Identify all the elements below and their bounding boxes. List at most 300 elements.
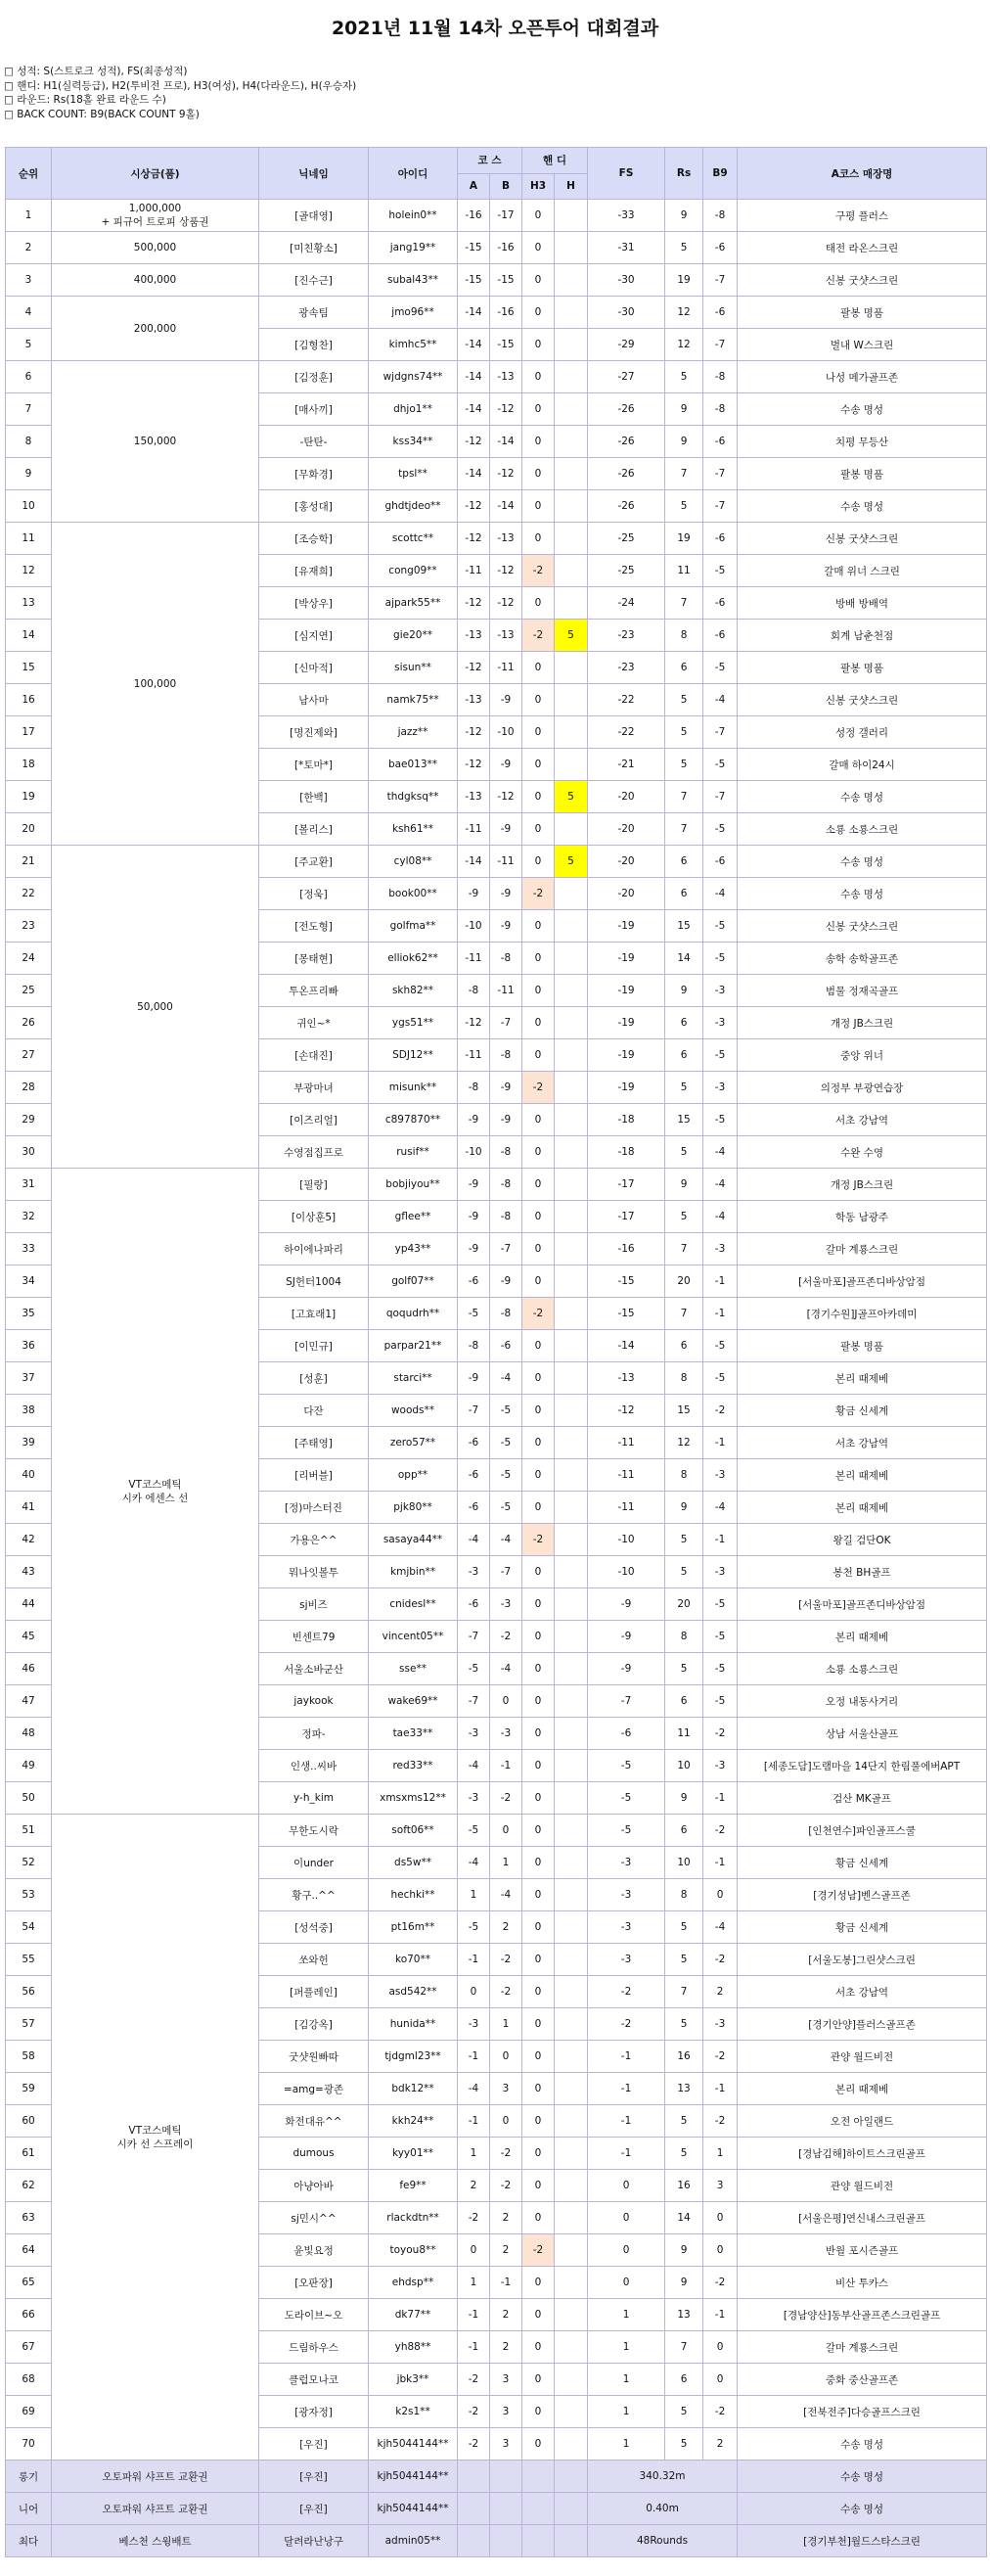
id-cell: wjdgns74** [369, 361, 458, 393]
nickname-cell: jaykook [259, 1685, 369, 1718]
score-b-cell: -12 [490, 587, 522, 620]
store-cell: 황금 신세계 [738, 1395, 987, 1427]
handicap-h3-cell: 0 [522, 1201, 555, 1233]
handicap-h3-cell: 0 [522, 2008, 555, 2041]
id-cell: kkh24** [369, 2105, 458, 2138]
score-a-cell: -14 [458, 297, 490, 329]
nickname-cell: [우진] [259, 2493, 369, 2525]
b9-cell: -8 [703, 361, 738, 393]
b9-cell: -4 [703, 1136, 738, 1169]
fs-cell: -21 [588, 749, 665, 781]
handicap-h3-cell: 0 [522, 523, 555, 555]
nickname-cell: [무화경] [259, 458, 369, 490]
rank-cell: 31 [6, 1169, 52, 1201]
b9-cell: -1 [703, 1427, 738, 1459]
handicap-h3-cell: 0 [522, 1233, 555, 1265]
handicap-h3-cell: 0 [522, 1976, 555, 2008]
fs-cell: -19 [588, 943, 665, 975]
score-a-cell: 1 [458, 2267, 490, 2299]
handicap-h3-cell: 0 [522, 1718, 555, 1750]
id-cell: dk77** [369, 2299, 458, 2331]
fs-cell: 1 [588, 2396, 665, 2428]
b9-cell: -5 [703, 1653, 738, 1685]
fs-cell: -22 [588, 716, 665, 749]
rank-cell: 63 [6, 2202, 52, 2234]
handicap-h3-cell: 0 [522, 1330, 555, 1362]
fs-cell: -1 [588, 2138, 665, 2170]
b9-cell: -3 [703, 1072, 738, 1104]
score-b-cell: -1 [490, 1750, 522, 1782]
rank-cell: 9 [6, 458, 52, 490]
id-cell: golf07** [369, 1265, 458, 1298]
id-cell: gflee** [369, 1201, 458, 1233]
fs-cell: -3 [588, 1944, 665, 1976]
handicap-h3-cell: 0 [522, 1265, 555, 1298]
handicap-h3-cell: 0 [522, 749, 555, 781]
fs-cell: -16 [588, 1233, 665, 1265]
score-b-cell: -17 [490, 200, 522, 232]
b9-cell: -5 [703, 910, 738, 943]
rank-cell: 2 [6, 232, 52, 264]
handicap-h-cell [555, 1556, 588, 1588]
score-b-cell: -9 [490, 1072, 522, 1104]
store-cell: 갈마 계룡스크린 [738, 2331, 987, 2364]
store-cell: 구평 플러스 [738, 200, 987, 232]
score-b-cell: -7 [490, 1233, 522, 1265]
id-cell: ko70** [369, 1944, 458, 1976]
b9-cell: 2 [703, 2428, 738, 2461]
id-cell: gie20** [369, 620, 458, 652]
handicap-h-cell [555, 264, 588, 297]
header-id: 아이디 [369, 148, 458, 200]
nickname-cell: 달려라난낭구 [259, 2525, 369, 2557]
handicap-h-cell [555, 426, 588, 458]
store-cell: [인천연수]파인골프스쿨 [738, 1815, 987, 1847]
rank-cell: 62 [6, 2170, 52, 2202]
handicap-h3-cell: -2 [522, 1072, 555, 1104]
nickname-cell: [이민규] [259, 1330, 369, 1362]
fs-cell: 1 [588, 2299, 665, 2331]
handicap-h-cell [555, 1201, 588, 1233]
handicap-h-cell [555, 2299, 588, 2331]
rs-cell: 5 [665, 1944, 703, 1976]
rank-cell: 4 [6, 297, 52, 329]
handicap-h3-cell: 0 [522, 1039, 555, 1072]
fs-cell: -9 [588, 1588, 665, 1621]
score-b-cell: -13 [490, 523, 522, 555]
id-cell: asd542** [369, 1976, 458, 2008]
handicap-h3-cell: -2 [522, 555, 555, 587]
store-cell: 황금 신세계 [738, 1847, 987, 1879]
score-a-cell: -16 [458, 200, 490, 232]
id-cell: admin05** [369, 2525, 458, 2557]
rank-cell: 49 [6, 1750, 52, 1782]
rank-cell: 44 [6, 1588, 52, 1621]
store-cell: [경기성남]벤스골프존 [738, 1879, 987, 1911]
rank-cell: 15 [6, 652, 52, 684]
score-b-cell: -5 [490, 1427, 522, 1459]
handicap-h3-cell: 0 [522, 1427, 555, 1459]
score-b-cell: -8 [490, 1201, 522, 1233]
id-cell: tjdgml23** [369, 2041, 458, 2073]
fs-cell: -5 [588, 1782, 665, 1815]
handicap-h3-cell: 0 [522, 393, 555, 426]
nickname-cell: [김정훈] [259, 361, 369, 393]
id-cell: kss34** [369, 426, 458, 458]
score-b-cell: -9 [490, 878, 522, 910]
fs-cell: -22 [588, 684, 665, 716]
rank-cell: 66 [6, 2299, 52, 2331]
fs-cell: -26 [588, 426, 665, 458]
fs-cell: -3 [588, 1911, 665, 1944]
store-cell: 소룡 소룡스크린 [738, 813, 987, 846]
id-cell: skh82** [369, 975, 458, 1007]
header-h: H [555, 173, 588, 200]
handicap-h3-cell: 0 [522, 846, 555, 878]
nickname-cell: 다잔 [259, 1395, 369, 1427]
fs-cell: -9 [588, 1621, 665, 1653]
rank-cell: 20 [6, 813, 52, 846]
rs-cell: 9 [665, 1169, 703, 1201]
b9-cell: -1 [703, 1524, 738, 1556]
rank-cell: 45 [6, 1621, 52, 1653]
rs-cell: 5 [665, 2396, 703, 2428]
score-a-cell: -12 [458, 652, 490, 684]
id-cell: sisun** [369, 652, 458, 684]
fs-cell: -30 [588, 297, 665, 329]
nickname-cell: 드림하우스 [259, 2331, 369, 2364]
score-b-cell: 3 [490, 2364, 522, 2396]
score-a-cell: -13 [458, 781, 490, 813]
rank-cell: 24 [6, 943, 52, 975]
handicap-h3-cell: 0 [522, 587, 555, 620]
rank-cell: 26 [6, 1007, 52, 1039]
id-cell: ygs51** [369, 1007, 458, 1039]
store-cell: 송학 송학골프존 [738, 943, 987, 975]
rank-cell: 28 [6, 1072, 52, 1104]
score-b-cell: 3 [490, 2428, 522, 2461]
rank-cell: 29 [6, 1104, 52, 1136]
id-cell: holein0** [369, 200, 458, 232]
handicap-h3-cell: 0 [522, 232, 555, 264]
handicap-h-cell [555, 1976, 588, 2008]
rs-cell: 11 [665, 1718, 703, 1750]
nickname-cell: [신마적] [259, 652, 369, 684]
rs-cell: 5 [665, 1911, 703, 1944]
score-a-cell: -2 [458, 2202, 490, 2234]
id-cell: cnidesl** [369, 1588, 458, 1621]
rank-cell: 8 [6, 426, 52, 458]
score-a-cell: -3 [458, 1556, 490, 1588]
store-cell: 신봉 굿샷스크린 [738, 684, 987, 716]
fs-cell: -15 [588, 1298, 665, 1330]
nickname-cell: 남사마 [259, 684, 369, 716]
rs-cell: 14 [665, 2202, 703, 2234]
store-cell: 수송 명성 [738, 781, 987, 813]
b9-cell: -4 [703, 684, 738, 716]
store-cell: 관양 월드비전 [738, 2170, 987, 2202]
b9-cell: -5 [703, 652, 738, 684]
table-row [6, 1169, 987, 1201]
nickname-cell: 하이에나파리 [259, 1233, 369, 1265]
rank-cell: 43 [6, 1556, 52, 1588]
fs-cell: -13 [588, 1362, 665, 1395]
rank-cell: 41 [6, 1492, 52, 1524]
score-a-cell: -11 [458, 813, 490, 846]
rank-cell: 37 [6, 1362, 52, 1395]
rank-cell: 51 [6, 1815, 52, 1847]
rank-cell: 56 [6, 1976, 52, 2008]
score-b-cell: -4 [490, 1879, 522, 1911]
award-type-cell: 롱기 [6, 2461, 52, 2493]
store-cell: 본리 때제베 [738, 1621, 987, 1653]
handicap-h-cell [555, 1653, 588, 1685]
id-cell: qoqudrh** [369, 1298, 458, 1330]
id-cell: ehdsp** [369, 2267, 458, 2299]
handicap-h-cell [555, 1911, 588, 1944]
rs-cell: 11 [665, 555, 703, 587]
store-cell: 오정 내동사거리 [738, 1685, 987, 1718]
award-type-cell: 니어 [6, 2493, 52, 2525]
id-cell: cyl08** [369, 846, 458, 878]
store-cell: [경남김해]하이트스크린골프 [738, 2138, 987, 2170]
score-b-cell: -9 [490, 684, 522, 716]
score-b-cell: -10 [490, 716, 522, 749]
id-cell: tae33** [369, 1718, 458, 1750]
rank-cell: 19 [6, 781, 52, 813]
handicap-h3-cell: 0 [522, 2105, 555, 2138]
score-a-cell: -9 [458, 1362, 490, 1395]
b9-cell: -2 [703, 1944, 738, 1976]
score-a-cell: -15 [458, 264, 490, 297]
b9-cell: -5 [703, 943, 738, 975]
id-cell: zero57** [369, 1427, 458, 1459]
rank-cell: 39 [6, 1427, 52, 1459]
id-cell: bobjiyou** [369, 1169, 458, 1201]
empty-cell [458, 2493, 490, 2525]
store-cell: 방배 방배역 [738, 587, 987, 620]
score-b-cell: 2 [490, 1911, 522, 1944]
handicap-h3-cell: 0 [522, 975, 555, 1007]
handicap-h3-cell: 0 [522, 2364, 555, 2396]
fs-cell: -29 [588, 329, 665, 361]
handicap-h-cell [555, 1685, 588, 1718]
handicap-h-cell [555, 490, 588, 523]
score-a-cell: -1 [458, 2331, 490, 2364]
score-a-cell: 2 [458, 2170, 490, 2202]
rank-cell: 10 [6, 490, 52, 523]
header-b: B [490, 173, 522, 200]
id-cell: woods** [369, 1395, 458, 1427]
rs-cell: 5 [665, 1524, 703, 1556]
nickname-cell: 황구..^^ [259, 1879, 369, 1911]
award-prize-cell: 오토파워 샤프트 교환권 [52, 2461, 259, 2493]
nickname-cell: [고효래1] [259, 1298, 369, 1330]
handicap-h-cell [555, 1492, 588, 1524]
handicap-h-cell [555, 943, 588, 975]
handicap-h-cell [555, 2170, 588, 2202]
nickname-cell: [성석중] [259, 1911, 369, 1944]
handicap-h3-cell: 0 [522, 1782, 555, 1815]
fs-cell: 1 [588, 2331, 665, 2364]
rank-cell: 21 [6, 846, 52, 878]
rs-cell: 13 [665, 2299, 703, 2331]
rs-cell: 5 [665, 1136, 703, 1169]
score-a-cell: -2 [458, 2396, 490, 2428]
handicap-h3-cell: -2 [522, 1524, 555, 1556]
store-cell: 신봉 굿샷스크린 [738, 264, 987, 297]
nickname-cell: 도라이브~오 [259, 2299, 369, 2331]
store-cell: 개정 JB스크린 [738, 1169, 987, 1201]
empty-cell [458, 2525, 490, 2557]
score-a-cell: -4 [458, 1847, 490, 1879]
nickname-cell: [명진제와] [259, 716, 369, 749]
handicap-h-cell [555, 2234, 588, 2267]
rs-cell: 7 [665, 1233, 703, 1265]
b9-cell: -2 [703, 2396, 738, 2428]
legend-line: □ BACK COUNT: B9(BACK COUNT 9홀) [4, 108, 200, 120]
table-row [6, 1815, 987, 1847]
handicap-h-cell [555, 393, 588, 426]
header-fs: FS [588, 148, 665, 200]
score-a-cell: -4 [458, 1750, 490, 1782]
rs-cell: 7 [665, 781, 703, 813]
b9-cell: -3 [703, 1233, 738, 1265]
score-b-cell: -15 [490, 264, 522, 297]
id-cell: subal43** [369, 264, 458, 297]
handicap-h-cell [555, 910, 588, 943]
score-b-cell: -12 [490, 393, 522, 426]
fs-cell: -26 [588, 490, 665, 523]
score-b-cell: -7 [490, 1556, 522, 1588]
fs-cell: 0 [588, 2267, 665, 2299]
rank-cell: 17 [6, 716, 52, 749]
score-a-cell: -13 [458, 620, 490, 652]
nickname-cell: [우진] [259, 2461, 369, 2493]
handicap-h-cell [555, 1588, 588, 1621]
legend-line: □ 라운드: Rs(18홀 완료 라운드 수) [4, 94, 166, 106]
rank-cell: 23 [6, 910, 52, 943]
empty-cell [555, 2525, 588, 2557]
store-cell: 본리 때제베 [738, 1492, 987, 1524]
score-b-cell: 2 [490, 2234, 522, 2267]
id-cell: thdgksq** [369, 781, 458, 813]
score-a-cell: -6 [458, 1459, 490, 1492]
store-cell: 왕길 검단OK [738, 1524, 987, 1556]
handicap-h-cell [555, 1298, 588, 1330]
store-cell: 범물 정재곡골프 [738, 975, 987, 1007]
fs-cell: -24 [588, 587, 665, 620]
rank-cell: 52 [6, 1847, 52, 1879]
rank-cell: 47 [6, 1685, 52, 1718]
handicap-h-cell [555, 1815, 588, 1847]
nickname-cell: 투온프리빠 [259, 975, 369, 1007]
handicap-h3-cell: 0 [522, 1169, 555, 1201]
nickname-cell: [주태영] [259, 1427, 369, 1459]
handicap-h-cell [555, 2202, 588, 2234]
score-a-cell: -14 [458, 329, 490, 361]
score-b-cell: -8 [490, 1039, 522, 1072]
handicap-h3-cell: 0 [522, 490, 555, 523]
score-b-cell: -2 [490, 2170, 522, 2202]
fs-cell: -19 [588, 910, 665, 943]
nickname-cell: [필랑] [259, 1169, 369, 1201]
store-cell: 황금 신세계 [738, 1911, 987, 1944]
id-cell: ghdtjdeo** [369, 490, 458, 523]
store-cell: [서울마포]골프존디바상암점 [738, 1588, 987, 1621]
prize-cell: 150,000 [52, 361, 259, 523]
fs-cell: -23 [588, 652, 665, 684]
fs-cell: 0 [588, 2234, 665, 2267]
award-row [6, 2493, 987, 2525]
score-b-cell: -11 [490, 975, 522, 1007]
store-cell: [전북전주]다승골프스크린 [738, 2396, 987, 2428]
legend-line: □ 핸디: H1(실력등급), H2(투비전 프로), H3(여성), H4(다라운드), H(우승자) [4, 79, 357, 92]
nickname-cell: [이즈리얼] [259, 1104, 369, 1136]
rank-cell: 68 [6, 2364, 52, 2396]
b9-cell: -6 [703, 587, 738, 620]
b9-cell: -4 [703, 1201, 738, 1233]
rs-cell: 5 [665, 1653, 703, 1685]
rs-cell: 15 [665, 1395, 703, 1427]
table-row [6, 264, 987, 297]
store-cell: 비산 투카스 [738, 2267, 987, 2299]
rs-cell: 5 [665, 1201, 703, 1233]
rs-cell: 9 [665, 1782, 703, 1815]
store-cell: 서초 강남역 [738, 1976, 987, 2008]
fs-cell: -26 [588, 458, 665, 490]
handicap-h-cell [555, 652, 588, 684]
id-cell: pjk80** [369, 1492, 458, 1524]
store-cell: 수송 명성 [738, 2461, 987, 2493]
score-b-cell: -16 [490, 232, 522, 264]
score-a-cell: -14 [458, 846, 490, 878]
fs-cell: -26 [588, 393, 665, 426]
handicap-h-cell [555, 2008, 588, 2041]
rank-cell: 58 [6, 2041, 52, 2073]
rs-cell: 9 [665, 200, 703, 232]
b9-cell: -3 [703, 2008, 738, 2041]
handicap-h-cell [555, 1782, 588, 1815]
score-b-cell: -11 [490, 652, 522, 684]
rs-cell: 8 [665, 1879, 703, 1911]
handicap-h3-cell: -2 [522, 1298, 555, 1330]
b9-cell: -6 [703, 426, 738, 458]
rank-cell: 53 [6, 1879, 52, 1911]
nickname-cell: 부광마녀 [259, 1072, 369, 1104]
nickname-cell: 뭐나잇볼투 [259, 1556, 369, 1588]
fs-cell: -9 [588, 1653, 665, 1685]
handicap-h3-cell: 0 [522, 297, 555, 329]
store-cell: 팔봉 명품 [738, 652, 987, 684]
fs-cell: -7 [588, 1685, 665, 1718]
fs-cell: -19 [588, 1007, 665, 1039]
handicap-h3-cell: 0 [522, 1750, 555, 1782]
score-a-cell: -9 [458, 1104, 490, 1136]
score-a-cell: -9 [458, 1169, 490, 1201]
handicap-h-cell: 5 [555, 620, 588, 652]
handicap-h3-cell: 0 [522, 652, 555, 684]
rs-cell: 8 [665, 1621, 703, 1653]
store-cell: 소룡 소룡스크린 [738, 1653, 987, 1685]
rs-cell: 5 [665, 684, 703, 716]
id-cell: ajpark55** [369, 587, 458, 620]
rs-cell: 12 [665, 329, 703, 361]
score-b-cell: -13 [490, 361, 522, 393]
table-row [6, 200, 987, 232]
handicap-h-cell [555, 878, 588, 910]
score-a-cell: -8 [458, 975, 490, 1007]
